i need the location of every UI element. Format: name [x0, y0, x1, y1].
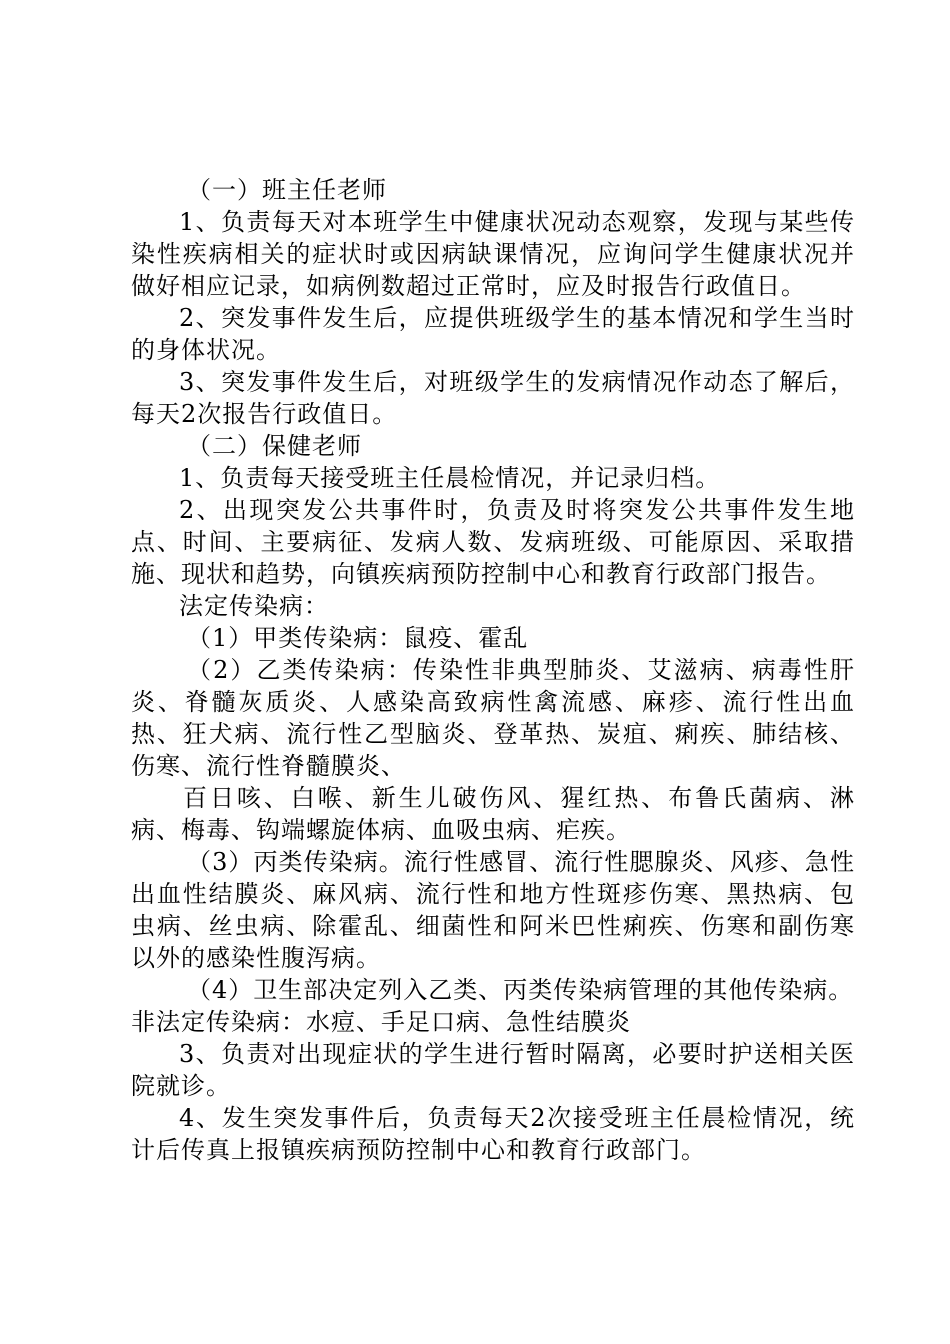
subheading-legal-diseases: 法定传染病： — [179, 592, 329, 620]
paragraph: 2、出现突发公共事件时，负责及时将突发公共事件发生地点、时间、主要病征、发病人数、发病班级、可能原因、采取措施、现状和趋势，向镇疾病预防控制中心和教育行政部门报告。 — [131, 496, 855, 588]
disease-class-b-continued: 百日咳、白喉、新生儿破伤风、猩红热、布鲁氏菌病、淋病、梅毒、钩端螺旋体病、血吸虫病、疟疾。 — [131, 784, 855, 844]
paragraph: 2、突发事件发生后，应提供班级学生的基本情况和学生当时的身体状况。 — [131, 304, 855, 364]
document-body — [131, 174, 855, 1166]
paragraph: 3、突发事件发生后，对班级学生的发病情况作动态了解后，每天2次报告行政值日。 — [131, 368, 855, 428]
disease-class-a: （1）甲类传染病：鼠疫、霍乱 — [187, 624, 529, 652]
paragraph: 4、发生突发事件后，负责每天2次接受班主任晨检情况，统计后传真上报镇疾病预防控制中心和教育行政部门。 — [131, 1104, 855, 1164]
paragraph: 1、负责每天接受班主任晨检情况，并记录归档。 — [179, 464, 721, 492]
paragraph: 1、负责每天对本班学生中健康状况动态观察，发现与某些传染性疾病相关的症状时或因病缺课情况，应询问学生健康状况并做好相应记录，如病例数超过正常时，应及时报告行政值日。 — [131, 208, 855, 300]
disease-class-b: （2）乙类传染病：传染性非典型肺炎、艾滋病、病毒性肝炎、脊髓灰质炎、人感染高致病性禽流感、麻疹、流行性出血热、狂犬病、流行性乙型脑炎、登革热、炭疽、痢疾、肺结核、伤寒、流行性脊髓膜炎、 — [131, 656, 855, 780]
non-legal-diseases: 非法定传染病：水痘、手足口病、急性结膜炎 — [131, 1008, 631, 1036]
disease-class-other: （4）卫生部决定列入乙类、丙类传染病管理的其他传染病。 — [187, 976, 854, 1004]
section-heading-health-teacher: （二）保健老师 — [187, 432, 362, 460]
paragraph: 3、负责对出现症状的学生进行暂时隔离，必要时护送相关医院就诊。 — [131, 1040, 855, 1100]
disease-class-c: （3）丙类传染病。流行性感冒、流行性腮腺炎、风疹、急性出血性结膜炎、麻风病、流行性和地方性斑疹伤寒、黑热病、包虫病、丝虫病、除霍乱、细菌性和阿米巴性痢疾、伤寒和副伤寒以外的感染性腹泻病。 — [131, 848, 855, 972]
section-heading-head-teacher: （一）班主任老师 — [187, 176, 387, 204]
